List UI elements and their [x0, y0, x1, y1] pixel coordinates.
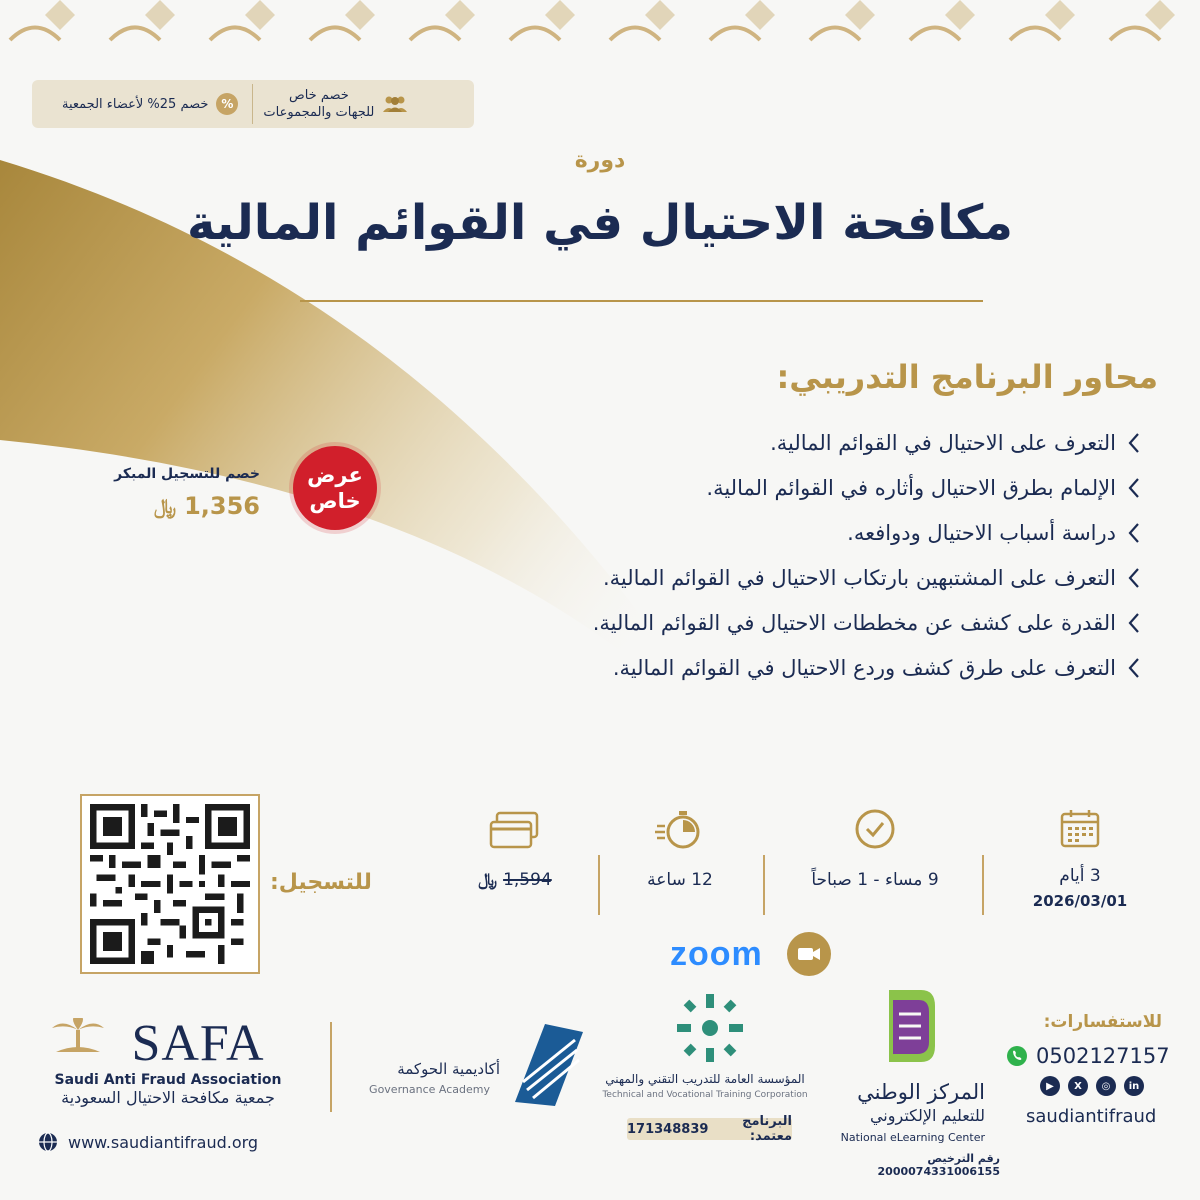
outline-item-text: القدرة على كشف عن مخططات الاحتيال في القوائم المالية. — [592, 610, 1116, 635]
info-divider — [982, 855, 984, 915]
platform-info — [670, 932, 831, 976]
approved-label: البرنامج معتمد: — [742, 1114, 792, 1144]
chevron-left-icon — [1126, 522, 1142, 544]
linkedin-icon[interactable]: in — [1124, 1076, 1144, 1096]
discount-divider — [252, 84, 253, 124]
chevron-left-icon — [1126, 612, 1142, 634]
nelc-logo — [885, 986, 937, 1066]
currency-icon: ﷼ — [478, 870, 498, 890]
chevron-left-icon — [1126, 567, 1142, 589]
credit-card-icon — [489, 810, 541, 850]
approved-program-badge — [627, 1114, 792, 1144]
approved-number: 171348839 — [627, 1121, 709, 1137]
session-time: 9 مساء - 1 صباحاً — [811, 870, 939, 890]
list-item — [462, 420, 1142, 465]
safa-english-name: Saudi Anti Fraud Association — [54, 1072, 282, 1088]
safa-wordmark: SAFA — [131, 1015, 265, 1072]
safa-arabic-name: جمعية مكافحة الاحتيال السعودية — [61, 1088, 275, 1107]
video-camera-icon — [787, 932, 831, 976]
early-price-value: 1,356 — [184, 492, 260, 520]
social-handle: saudiantifraud — [1026, 1106, 1157, 1127]
special-offer-badge — [293, 446, 377, 530]
title-divider — [300, 300, 983, 302]
discount-bar — [32, 80, 474, 128]
zoom-logo: zoom — [670, 934, 763, 973]
program-section-title: محاور البرنامج التدريبي: — [776, 358, 1158, 396]
chevron-left-icon — [1126, 477, 1142, 499]
qr-code-icon — [90, 804, 250, 964]
safa-logo — [38, 1015, 298, 1107]
logos-divider — [330, 1022, 332, 1112]
website-link[interactable] — [38, 1132, 258, 1152]
course-hours: 12 ساعة — [647, 870, 713, 890]
list-item — [462, 510, 1142, 555]
youtube-icon[interactable]: ▶ — [1040, 1076, 1060, 1096]
info-divider — [763, 855, 765, 915]
nelc-arabic-line1: المركز الوطني — [857, 1080, 985, 1104]
outline-item-text: دراسة أسباب الاحتيال ودوافعه. — [847, 520, 1116, 545]
old-price-value: 1,594 — [503, 870, 552, 890]
currency-icon: ﷼ — [153, 494, 177, 518]
duration-days: 3 أيام — [1059, 866, 1101, 886]
offer-badge-line1: عرض — [307, 463, 363, 487]
course-title: مكافحة الاحتيال في القوائم المالية — [187, 195, 1013, 251]
early-registration-label: خصم للتسجيل المبكر — [114, 466, 260, 482]
price-info — [455, 800, 575, 920]
globe-icon — [38, 1132, 58, 1152]
top-pattern-band — [0, 0, 1200, 70]
list-item — [462, 465, 1142, 510]
group-discount-line2: للجهات والمجموعات — [263, 105, 375, 120]
start-date: 2026/03/01 — [1032, 892, 1128, 910]
chevron-left-icon — [1126, 432, 1142, 454]
stopwatch-icon — [655, 808, 705, 850]
outline-item-text: التعرف على طرق كشف وردع الاحتيال في القوائم المالية. — [612, 655, 1116, 680]
x-icon[interactable]: X — [1068, 1076, 1088, 1096]
phone-contact[interactable] — [1006, 1044, 1170, 1068]
tvtc-english-name: Technical and Vocational Training Corporation — [602, 1090, 808, 1100]
hours-info — [620, 800, 740, 920]
registration-qr-code[interactable] — [80, 794, 260, 974]
group-discount — [263, 87, 408, 121]
info-divider — [598, 855, 600, 915]
outline-item-text: التعرف على المشتبهين بارتكاب الاحتيال في القوائم المالية. — [602, 565, 1116, 590]
social-links — [1040, 1076, 1144, 1096]
list-item — [462, 600, 1142, 645]
program-outline-list — [462, 420, 1142, 690]
whatsapp-icon — [1006, 1045, 1028, 1067]
nelc-arabic-line2: للتعليم الإلكتروني — [869, 1106, 985, 1125]
outline-item-text: الإلمام بطرق الاحتيال وأثاره في القوائم المالية. — [706, 475, 1116, 500]
governance-academy-en: Governance Academy — [369, 1083, 490, 1096]
member-discount-label: خصم 25% لأعضاء الجمعية — [62, 96, 209, 112]
tvtc-arabic-name: المؤسسة العامة للتدريب التقني والمهني — [605, 1072, 805, 1086]
governance-academy-ar: أكاديمية الحوكمة — [397, 1060, 500, 1078]
time-info — [800, 800, 950, 920]
tvtc-logo — [675, 992, 745, 1064]
offer-badge-line2: خاص — [309, 489, 361, 513]
nelc-english-name: National eLearning Center — [840, 1131, 985, 1144]
governance-academy-logo — [505, 1022, 585, 1106]
percent-icon: % — [216, 93, 238, 115]
outline-item-text: التعرف على الاحتيال في القوائم المالية. — [770, 430, 1116, 455]
inquiries-label: للاستفسارات: — [1043, 1012, 1162, 1032]
phone-number: 0502127157 — [1036, 1044, 1170, 1068]
clock-check-icon — [854, 808, 896, 850]
member-discount — [62, 93, 238, 115]
duration-info — [1020, 800, 1140, 920]
license-number: رقم الترخيص 2000074331006155 — [877, 1152, 1000, 1178]
early-registration-price — [110, 492, 260, 520]
calendar-icon — [1059, 808, 1101, 850]
regular-price — [478, 870, 552, 890]
group-icon — [382, 95, 408, 113]
group-discount-label — [263, 87, 374, 121]
website-url: www.saudiantifraud.org — [68, 1132, 259, 1152]
list-item — [462, 555, 1142, 600]
palm-icon — [48, 1018, 108, 1054]
chevron-left-icon — [1126, 657, 1142, 679]
register-label: للتسجيل: — [270, 870, 372, 895]
course-kicker: دورة — [574, 148, 626, 173]
instagram-icon[interactable]: ◎ — [1096, 1076, 1116, 1096]
group-discount-line1: خصم خاص — [288, 88, 349, 103]
list-item — [462, 645, 1142, 690]
